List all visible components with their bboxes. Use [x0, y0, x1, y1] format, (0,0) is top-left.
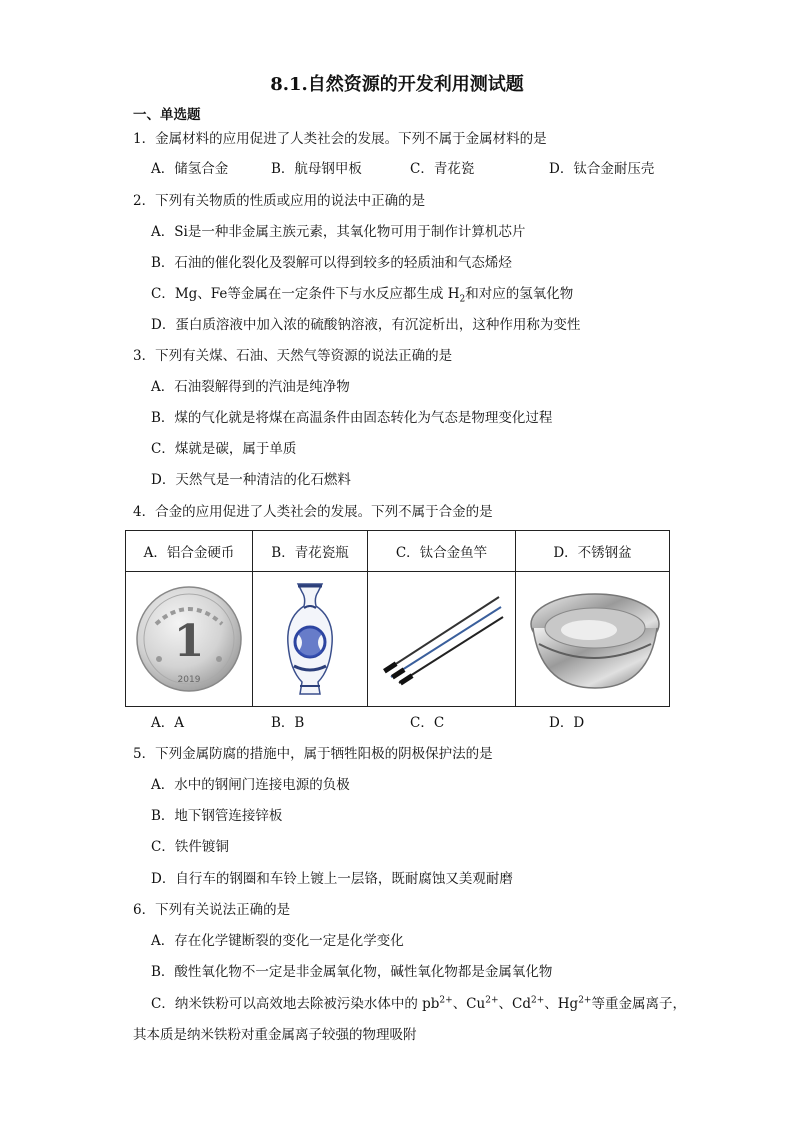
ion-charge: 2+ [439, 995, 453, 1006]
fishing-rod-image-cell [368, 572, 516, 707]
q1-option-d: D．钛合金耐压壳 [549, 161, 655, 177]
question-5-stem: 5．下列金属防腐的措施中，属于牺牲阳极的阴极保护法的是 [133, 746, 493, 762]
q2-option-b: B．石油的催化裂化及裂解可以得到较多的轻质油和气态烯烃 [151, 255, 512, 271]
coin-denomination: 1 [173, 616, 205, 667]
q2-option-c-text-end: 和对应的氢氧化物 [465, 286, 574, 302]
q2-option-c [151, 285, 573, 303]
q3-option-c: C．煤就是碳，属于单质 [151, 441, 297, 457]
q6-option-c [151, 995, 686, 1013]
titanium-fishing-rod-image [377, 589, 507, 689]
q2-option-d: D．蛋白质溶液中加入浓的硫酸钠溶液，有沉淀析出，这种作用称为变性 [151, 317, 581, 333]
q6-option-a: A．存在化学键断裂的变化一定是化学变化 [151, 933, 404, 949]
q4-header-b: B．青花瓷瓶 [253, 531, 368, 572]
q3-option-b: B．煤的气化就是将煤在高温条件由固态转化为气态是物理变化过程 [151, 410, 553, 426]
q4-option-a: A．A [151, 715, 184, 731]
q2-option-a: A．Si是一种非金属主族元素，其氧化物可用于制作计算机芯片 [151, 224, 526, 240]
question-4-stem: 4．合金的应用促进了人类社会的发展。下列不属于合金的是 [133, 504, 493, 520]
q6-option-b: B．酸性氧化物不一定是非金属氧化物，碱性氧化物都是金属氧化物 [151, 964, 553, 980]
q1-option-b: B．航母钢甲板 [271, 161, 362, 177]
vase-image-cell [253, 572, 368, 707]
question-1-stem: 1．金属材料的应用促进了人类社会的发展。下列不属于金属材料的是 [133, 131, 547, 147]
coin-year: 2019 [177, 675, 201, 685]
q5-option-d: D．自行车的钢圈和车铃上镀上一层铬，既耐腐蚀又美观耐磨 [151, 871, 513, 887]
stainless-steel-basin-image [523, 584, 663, 694]
question-3-stem: 3．下列有关煤、石油、天然气等资源的说法正确的是 [133, 348, 453, 364]
q3-option-d: D．天然气是一种清洁的化石燃料 [151, 472, 351, 488]
q6-option-c-text: 等重金属离子， [591, 996, 686, 1012]
question-2-stem: 2．下列有关物质的性质或应用的说法中正确的是 [133, 193, 426, 209]
q4-option-d: D．D [549, 715, 585, 731]
q6-option-c-text: C．纳米铁粉可以高效地去除被污染水体中的 pb [151, 996, 440, 1012]
q4-option-b: B．B [271, 715, 305, 731]
q6-option-c-text: 、Hg [544, 996, 579, 1012]
q2-option-c-sub: 2 [459, 294, 466, 305]
ion-charge: 2+ [578, 995, 592, 1006]
q1-option-c: C．青花瓷 [410, 161, 475, 177]
section-heading: 一、单选题 [133, 107, 201, 123]
page-title: 8.1.自然资源的开发利用测试题 [270, 74, 524, 95]
q4-image-table [125, 530, 670, 707]
q5-option-c: C．铁件镀铜 [151, 839, 229, 855]
q6-option-c-continuation: 其本质是纳米铁粉对重金属离子较强的物理吸附 [133, 1027, 417, 1043]
q6-option-c-text: 、Cd [498, 996, 531, 1012]
porcelain-vase-image [280, 582, 340, 697]
ion-charge: 2+ [485, 995, 499, 1006]
q3-option-a: A．石油裂解得到的汽油是纯净物 [151, 379, 350, 395]
q5-option-a: A．水中的钢闸门连接电源的负极 [151, 777, 350, 793]
q6-option-c-text: 、Cu [452, 996, 486, 1012]
question-6-stem: 6．下列有关说法正确的是 [133, 902, 291, 918]
q2-option-c-text: C．Mg、Fe等金属在一定条件下与水反应都生成 H [151, 286, 460, 302]
steel-basin-image-cell [516, 572, 670, 707]
coin-image-cell [126, 572, 253, 707]
aluminum-coin-image [134, 584, 244, 694]
q1-option-a: A．储氢合金 [151, 161, 229, 177]
q5-option-b: B．地下钢管连接锌板 [151, 808, 283, 824]
q4-option-c: C．C [410, 715, 445, 731]
q4-header-a: A．铝合金硬币 [126, 531, 253, 572]
ion-charge: 2+ [530, 995, 545, 1006]
q4-header-d: D．不锈钢盆 [516, 531, 670, 572]
q4-header-c: C．钛合金鱼竿 [368, 531, 516, 572]
